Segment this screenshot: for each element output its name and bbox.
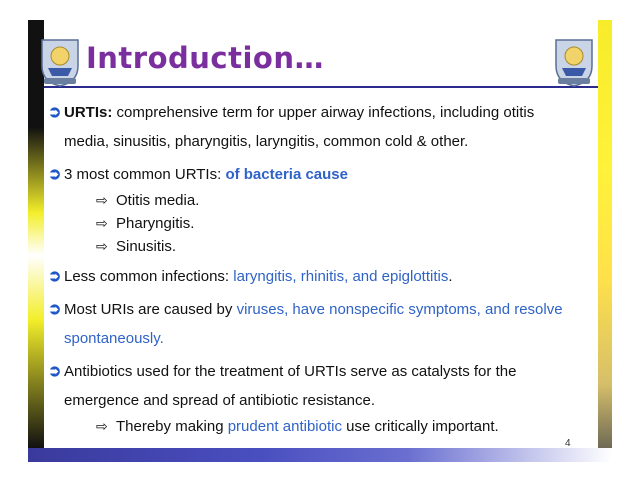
slide-title: Introduction… [86,41,324,75]
university-crest-icon [552,36,596,88]
bullet-uris-viruses [48,295,588,324]
bullet-highlight: of bacteria cause [225,166,348,183]
bottom-decor-bar [28,448,612,462]
bullet-antibiotics [48,357,588,386]
right-decor-bar [598,20,612,448]
sub-bullet-text: Thereby making [116,418,228,435]
sub-bullet-text: Otitis media. [116,192,200,209]
bullet-lead: URTIs: [64,104,113,121]
sub-bullet-prudent [48,415,588,438]
bullet-common-urtis [48,160,588,189]
bullet-text: Less common infections: [64,268,234,285]
outline-arrow-icon: ⇨ [96,192,108,208]
curved-arrow-icon: ➲ [48,104,62,121]
sub-bullet-text: Pharyngitis. [116,215,195,232]
curved-arrow-icon: ➲ [48,166,62,183]
outline-arrow-icon: ⇨ [96,238,108,254]
sub-bullet-otitis [48,189,588,212]
bullet-end: . [448,268,453,285]
bullet-highlight: viruses, have nonspecific symptoms, and resolve [236,301,563,318]
sub-bullet-sinusitis [48,235,588,258]
curved-arrow-icon: ➲ [48,268,62,285]
bullet-text: 3 most common URTIs: [64,166,226,183]
sub-bullet-end: use critically important. [341,418,499,435]
title-underline [44,86,598,88]
bullet-text: Most URIs are caused by [64,301,237,318]
bullet-highlight: laryngitis, rhinitis, and epiglottitis [233,268,449,285]
bullet-continuation: spontaneously. [64,330,164,347]
sub-bullet-pharyngitis [48,212,588,235]
page-number: 4 [565,438,571,449]
curved-arrow-icon: ➲ [48,301,62,318]
curved-arrow-icon: ➲ [48,363,62,380]
bullet-continuation: emergence and spread of antibiotic resistance. [64,392,376,409]
sub-bullet-highlight: prudent antibiotic [227,418,342,435]
slide-content [48,98,588,438]
outline-arrow-icon: ⇨ [96,215,108,231]
bullet-continuation: media, sinusitis, pharyngitis, laryngitis, common cold & other. [64,133,469,150]
bullet-text: Antibiotics used for the treatment of URTIs serve as catalysts for the [64,363,517,380]
sub-bullet-text: Sinusitis. [116,238,177,255]
bullet-urtis [48,98,588,127]
bullet-less-common [48,262,588,291]
outline-arrow-icon: ⇨ [96,418,108,434]
bullet-text: comprehensive term for upper airway infections, including otitis [116,104,535,121]
university-crest-icon [38,36,82,88]
